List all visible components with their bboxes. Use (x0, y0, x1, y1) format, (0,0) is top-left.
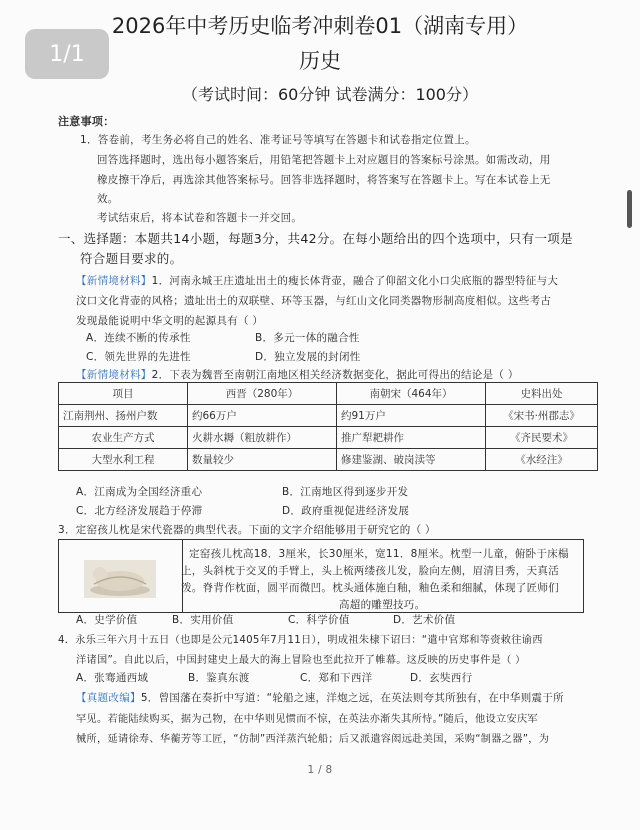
question-2: 【新情境材料】2．下表为魏晋至南朝江南地区相关经济数据变化，据此可得出的结论是（ ） (76, 369, 519, 381)
scrollbar-thumb[interactable] (627, 190, 632, 228)
economic-data-table (58, 382, 598, 471)
question-5-line: 罕见。若能陆续购买，据为己物，在中华则见惯而不惊，在英法亦渐失其所恃。”随后，他设立安庆军 (76, 714, 538, 725)
pillow-desc-line: 高超的雕塑技巧。 (339, 599, 426, 611)
q1-option-a: A．连续不断的传承性 (86, 332, 191, 344)
table-cell: 农业生产方式 (59, 427, 188, 449)
table-header: 南朝宋（464年） (337, 383, 486, 405)
note-line: 橡皮擦干净后，再选涂其他答案标号。回答非选择题时，将答案写在答题卡上。写在本试卷上无 (97, 174, 551, 186)
question-3: 3．定窑孩儿枕是宋代瓷器的典型代表。下面的文字介绍能够用于研究它的（ ） (58, 524, 436, 536)
table-header: 项目 (59, 383, 188, 405)
exam-info: （考试时间：60分钟 试卷满分：100分） (182, 85, 478, 104)
q1-option-b: B．多元一体的融合性 (255, 332, 360, 344)
table-cell: 大型水利工程 (59, 449, 188, 471)
table-cell: 火耕水耨（粗放耕作） (188, 427, 337, 449)
q2-option-c: C．北方经济发展趋于停滞 (76, 505, 203, 517)
q3-option-c: C．科学价值 (288, 614, 350, 626)
q2-tag: 【新情境材料】 (76, 369, 152, 381)
q2-option-b: B．江南地区得到逐步开发 (282, 486, 409, 498)
q4-option-b: B．鉴真东渡 (188, 672, 250, 684)
table-cell: 江南荆州、扬州户数 (59, 405, 188, 427)
q2-option-d: D．政府重视促进经济发展 (282, 505, 410, 517)
question-4: 4．永乐三年六月十五日（也即是公元1405年7月11日），明成祖朱棣下诏曰：“遣中官郑和等赍敕往谕西 (58, 635, 543, 646)
table-cell: 推广犁耙耕作 (337, 427, 486, 449)
question-1: 【新情境材料】1．河南永城王庄遗址出土的瘦长体背壶，融合了仰韶文化小口尖底瓶的器型特征与大 (76, 275, 559, 287)
question-5-line: 械所，延请徐寿、华蘅芳等工匠，“仿制”西洋蒸汽轮船；后又派遣容闳远赴美国，采购“制器之器”，为 (76, 734, 550, 745)
table-cell: 约91万户 (337, 405, 486, 427)
table-header: 西晋（280年） (188, 383, 337, 405)
note-line: 效。 (97, 193, 119, 205)
q1-option-d: D．独立发展的封闭性 (255, 351, 361, 363)
note-line: 回答选择题时，选出每小题答案后，用铅笔把答题卡上对应题目的答案标号涂黑。如需改动，用 (97, 154, 551, 166)
question-5: 【真题改编】5．曾国藩在奏折中写道：“轮船之速，洋炮之远，在英法则夸其所独有，在中华则震于所 (76, 692, 564, 704)
q3-option-d: D．艺术价值 (393, 614, 456, 626)
table-cell: 《宋书·州郡志》 (486, 405, 598, 427)
pillow-desc-line: 定窑孩儿枕高18．3厘米，长30厘米，宽11．8厘米。枕型一儿童，俯卧于床榻 (189, 548, 569, 560)
q2-option-a: A．江南成为全国经济重心 (76, 486, 203, 498)
q3-option-a: A．史学价值 (76, 614, 138, 626)
pillow-desc-line: 泼。脊背作枕面，圆平而微凹。枕头通体施白釉，釉色柔和细腻，体现了匠师们 (181, 582, 559, 594)
table-cell: 约66万户 (188, 405, 337, 427)
table-row (59, 427, 598, 449)
pillow-desc-line: 上，头斜枕于交叉的手臂上，头上梳两缕孩儿发，脸向左侧，眉清目秀，天真活 (181, 565, 559, 577)
table-cell: 《水经注》 (486, 449, 598, 471)
q3-option-b: B．实用价值 (172, 614, 234, 626)
document-title: 2026年中考历史临考冲刺卷01（湖南专用） (111, 14, 529, 38)
note-line: 考试结束后，将本试卷和答题卡一并交回。 (97, 212, 303, 224)
notes-heading: 注意事项： (58, 115, 115, 128)
table-cell: 《齐民要术》 (486, 427, 598, 449)
page-footer: 1 / 8 (307, 764, 333, 776)
porcelain-pillow-image (84, 560, 156, 598)
table-row (59, 449, 598, 471)
q1-tag: 【新情境材料】 (76, 275, 152, 287)
table-header: 史料出处 (486, 383, 598, 405)
note-line: 1．答卷前，考生务必将自己的姓名、准考证号等填写在答题卡和试卷指定位置上。 (80, 134, 476, 146)
table-header-row (59, 383, 598, 405)
q1-option-c: C．领先世界的先进性 (86, 351, 191, 363)
page-indicator[interactable]: 1/1 (25, 29, 109, 79)
q4-option-a: A．张骞通西域 (76, 672, 149, 684)
subject-title: 历史 (299, 49, 341, 73)
table-cell: 修建鉴湖、破岗渎等 (337, 449, 486, 471)
image-cell (59, 540, 183, 612)
q4-option-c: C．郑和下西洋 (300, 672, 373, 684)
question-1-line: 汶口文化背壶的风格；遗址出土的双联壁、环等玉器，与红山文化同类器物形制高度相似。这些考古 (76, 295, 552, 307)
porcelain-pillow-box (58, 539, 584, 613)
question-4-line: 洋诸国”。自此以后，中国封建史上最大的海上冒险也至此拉开了帷幕。这反映的历史事件是（ ） (76, 655, 526, 666)
q4-option-d: D．玄奘西行 (410, 672, 473, 684)
section-heading: 一、选择题：本题共14小题，每题3分，共42分。在每小题给出的四个选项中，只有一项是 (58, 231, 573, 246)
table-cell: 数量较少 (188, 449, 337, 471)
q5-tag: 【真题改编】 (76, 692, 141, 704)
question-1-line: 发现最能说明中华文明的起源具有（ ） (76, 315, 264, 327)
table-row (59, 405, 598, 427)
section-heading-cont: 符合题目要求的。 (80, 251, 183, 266)
